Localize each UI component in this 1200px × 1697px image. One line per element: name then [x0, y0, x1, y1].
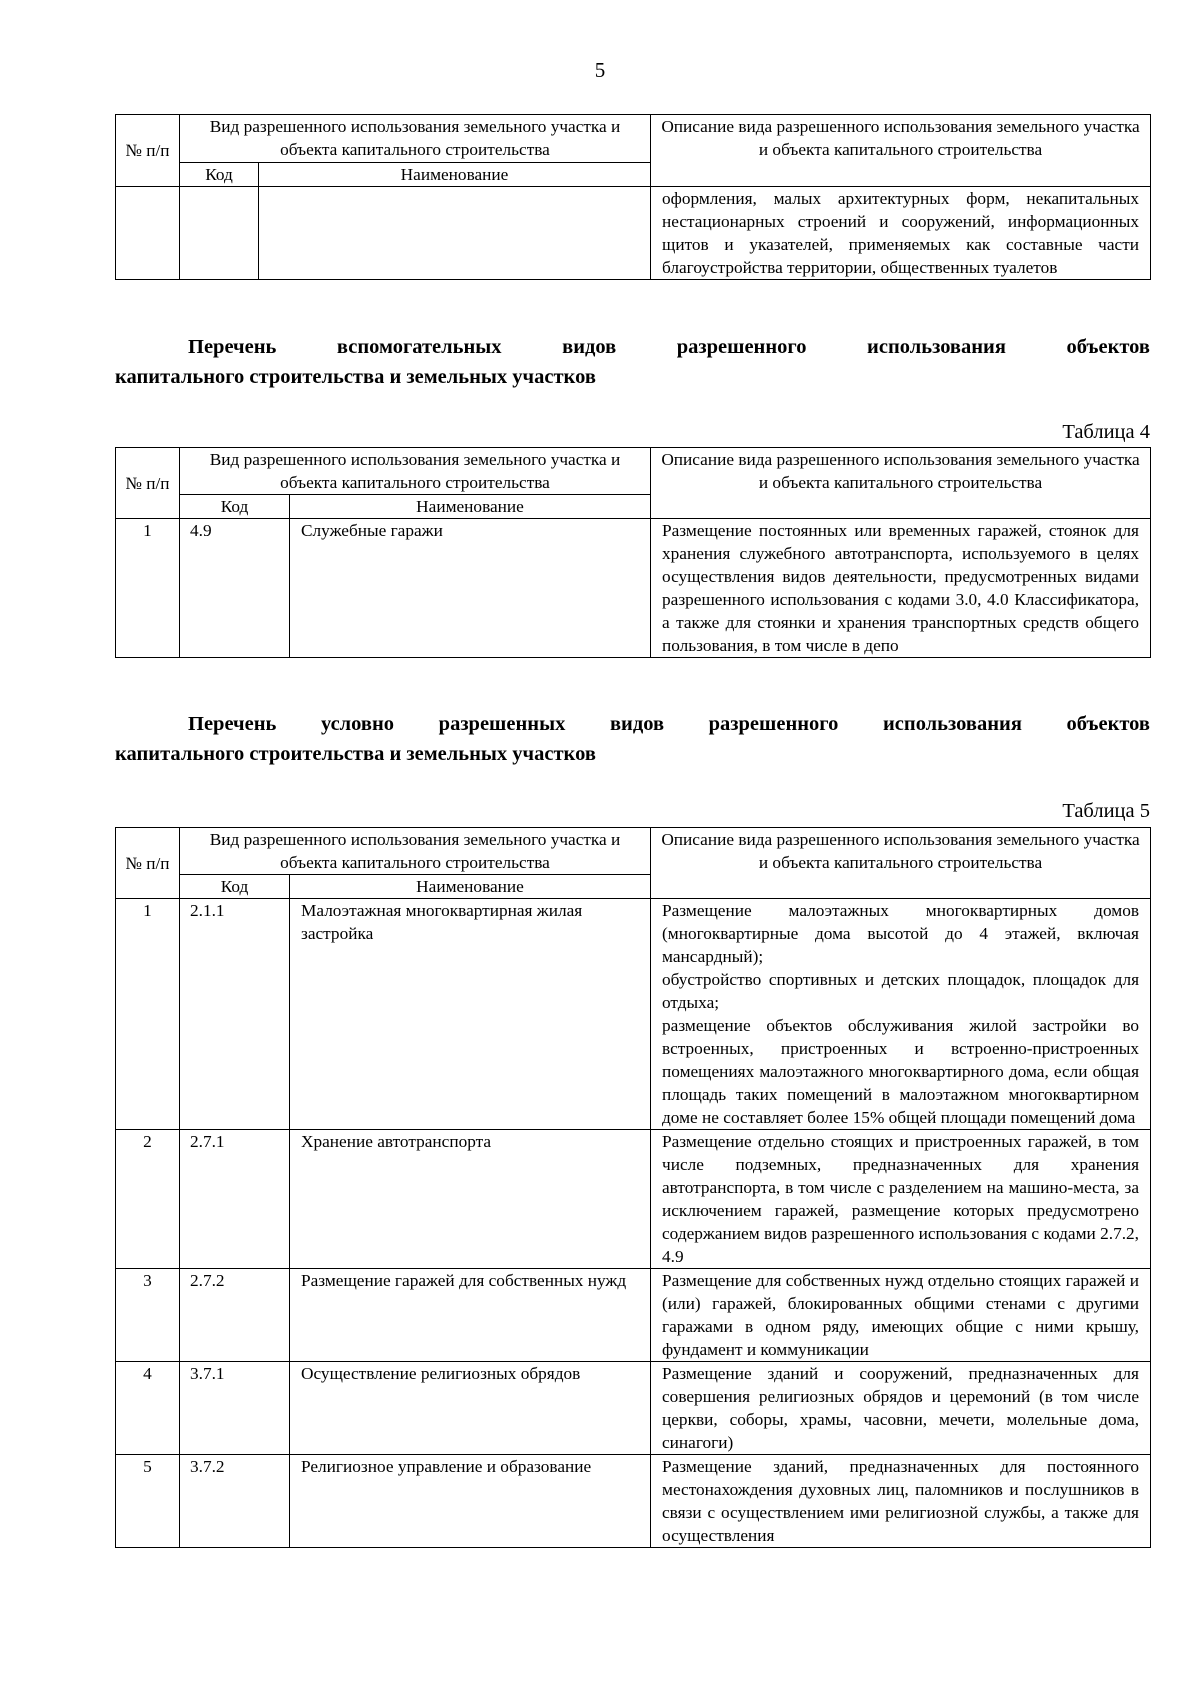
- heading-line: капитального строительства и земельных участков: [115, 743, 596, 765]
- table-row: [116, 1455, 1151, 1548]
- row-description: Размещение отдельно стоящих и пристроенных гаражей, в том числе подземных, предназначенных для хранения автотранспорта, в том числе с разделением на машино-места, за исключением гаражей, размещение которых предусмотрено содержанием видов разрешенного использования с кодами 2.7.2, 4.9: [651, 1130, 1151, 1269]
- row-code: 3.7.2: [180, 1455, 290, 1548]
- row-name: Размещение гаражей для собственных нужд: [290, 1269, 651, 1362]
- table-row: [116, 1362, 1151, 1455]
- row-num: 4: [116, 1362, 180, 1455]
- table-row: [116, 1130, 1151, 1269]
- row-num: 2: [116, 1130, 180, 1269]
- table-row: [116, 899, 1151, 1130]
- table-4: [115, 447, 1151, 658]
- section-heading-conditional: [115, 709, 1150, 769]
- header-group: Вид разрешенного использования земельного участка и объекта капитального строительства: [180, 115, 651, 163]
- row-code: 3.7.1: [180, 1362, 290, 1455]
- row-description: Размещение для собственных нужд отдельно стоящих гаражей и (или) гаражей, блокированных общими стенами с другими гаражами в одном ряду, имеющих общие с ними крышу, фундамент и коммуникации: [651, 1269, 1151, 1362]
- header-name: Наименование: [259, 163, 651, 187]
- row-num: 1: [116, 899, 180, 1130]
- header-description: Описание вида разрешенного использования земельного участка и объекта капитального строительства: [651, 448, 1151, 519]
- row-num: 3: [116, 1269, 180, 1362]
- table-row: [116, 1269, 1151, 1362]
- row-description: Размещение зданий и сооружений, предназначенных для совершения религиозных обрядов и церемоний (в том числе церкви, соборы, храмы, часовни, мечети, молельные дома, синагоги): [651, 1362, 1151, 1455]
- header-name: Наименование: [290, 495, 651, 519]
- row-num: 1: [116, 519, 180, 658]
- row-code: 2.7.2: [180, 1269, 290, 1362]
- row-name: Хранение автотранспорта: [290, 1130, 651, 1269]
- heading-line: Перечень условно разрешенных видов разрешенного использования объектов: [188, 713, 1150, 735]
- header-code: Код: [180, 495, 290, 519]
- row-code: 2.7.1: [180, 1130, 290, 1269]
- table-caption: Таблица 4: [1062, 421, 1150, 443]
- description-paragraph: размещение объектов обслуживания жилой застройки во встроенных, пристроенных и встроенно-пристроенных помещениях малоэтажного многоквартирного дома, если общая площадь таких помещений в малоэтажном многоквартирном доме не составляет более 15% общей площади помещений дома: [662, 1016, 1140, 1127]
- header-name: Наименование: [290, 875, 651, 899]
- header-num: № п/п: [116, 828, 180, 899]
- header-num: № п/п: [116, 448, 180, 519]
- header-code: Код: [180, 163, 259, 187]
- header-group: Вид разрешенного использования земельного участка и объекта капитального строительства: [180, 448, 651, 495]
- row-name: Служебные гаражи: [290, 519, 651, 658]
- row-code: 4.9: [180, 519, 290, 658]
- row-name: Малоэтажная многоквартирная жилая застройка: [290, 899, 651, 1130]
- table-row: [116, 519, 1151, 658]
- row-description: оформления, малых архитектурных форм, некапитальных нестационарных строений и сооружений, информационных щитов и указателей, применяемых как составные части благоустройства территории, общественных туалетов: [651, 187, 1151, 280]
- row-name: Религиозное управление и образование: [290, 1455, 651, 1548]
- table-5: [115, 827, 1151, 1548]
- row-name: Осуществление религиозных обрядов: [290, 1362, 651, 1455]
- header-description: Описание вида разрешенного использования земельного участка и объекта капитального строительства: [651, 828, 1151, 899]
- header-description: Описание вида разрешенного использования земельного участка и объекта капитального строительства: [651, 115, 1151, 187]
- table-row: [116, 187, 1151, 280]
- row-description: Размещение зданий, предназначенных для постоянного местонахождения духовных лиц, паломников и послушников в связи с осуществлением ими религиозной службы, а также для осуществления: [651, 1455, 1151, 1548]
- table-caption: Таблица 5: [1062, 800, 1150, 822]
- header-num: № п/п: [116, 115, 180, 187]
- row-description: [651, 899, 1151, 1130]
- continued-table: [115, 114, 1151, 280]
- section-heading-auxiliary: [115, 332, 1150, 392]
- heading-line: капитального строительства и земельных участков: [115, 366, 596, 388]
- description-paragraph: Размещение малоэтажных многоквартирных домов (многоквартирные дома высотой до 4 этажей, включая мансардный);: [662, 901, 1140, 966]
- row-code: 2.1.1: [180, 899, 290, 1130]
- description-paragraph: обустройство спортивных и детских площадок, площадок для отдыха;: [662, 970, 1140, 1012]
- header-code: Код: [180, 875, 290, 899]
- row-num: 5: [116, 1455, 180, 1548]
- heading-line: Перечень вспомогательных видов разрешенного использования объектов: [188, 336, 1150, 358]
- page-number: 5: [594, 58, 606, 82]
- row-description: Размещение постоянных или временных гаражей, стоянок для хранения служебного автотранспорта, используемого в целях осуществления видов деятельности, предусмотренных видами разрешенного использования с кодами 3.0, 4.0 Классификатора, а также для стоянки и хранения транспортных средств общего пользования, в том числе в депо: [651, 519, 1151, 658]
- header-group: Вид разрешенного использования земельного участка и объекта капитального строительства: [180, 828, 651, 875]
